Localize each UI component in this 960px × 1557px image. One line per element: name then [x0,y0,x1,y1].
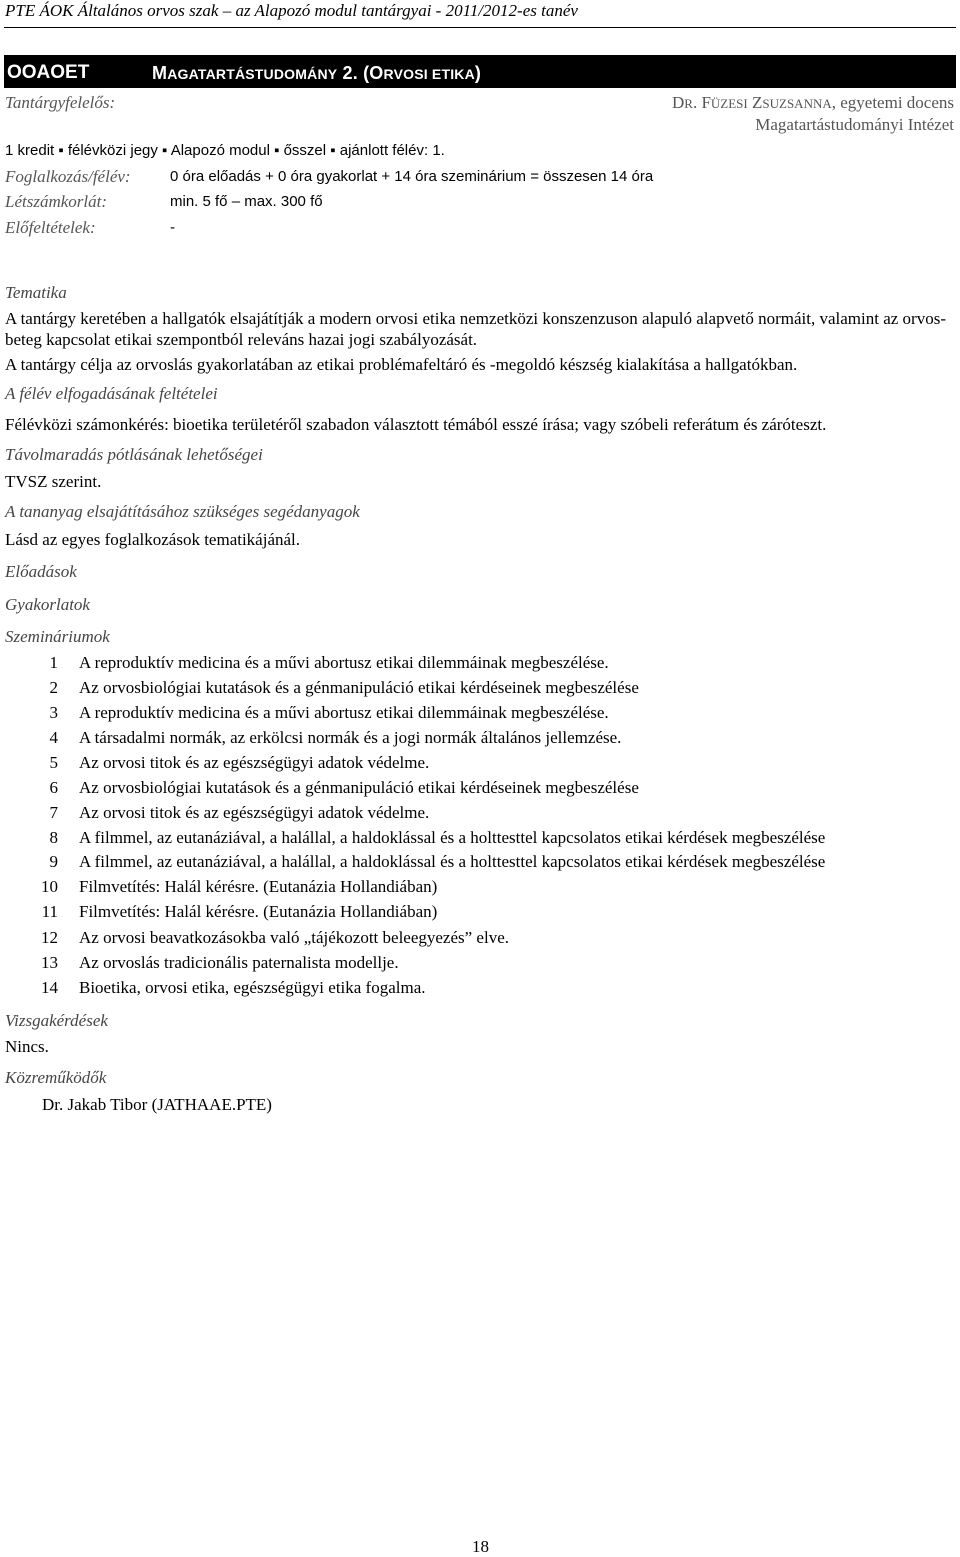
seminar-topic: Filmvetítés: Halál kérésre. (Eutanázia Hollandiában) [79,877,438,896]
responsible-name-part: . F [692,93,711,112]
seminar-number: 3 [49,703,58,722]
elofeltetel-label: Előfeltételek: [5,218,96,237]
vizsga-heading: Vizsgakérdések [5,1011,108,1030]
course-title-bar [4,55,956,88]
elofeltetel-value: - [170,219,175,236]
course-code: OOAOET [7,62,90,83]
seminar-topic: Az orvosbiológiai kutatások és a génmanipuláció etikai kérdéseinek megbeszélése [79,678,639,697]
seminar-topic: Az orvosi titok és az egészségügyi adatok védelme. [79,803,430,822]
gyakorlatok-heading: Gyakorlatok [5,595,90,614]
running-header: PTE ÁOK Általános orvos szak – az Alapozó modul tantárgyai - 2011/2012-es tanév [5,1,578,20]
seminar-number: 14 [41,978,58,997]
header-rule [4,27,956,28]
course-title-part: M [152,63,168,83]
segedanyag-heading: A tananyag elsajátításához szükséges segédanyagok [5,502,360,521]
seminar-number: 7 [49,803,58,822]
szeminariumok-heading: Szemináriumok [5,627,110,646]
seminar-number: 5 [49,753,58,772]
seminar-topic: Bioetika, orvosi etika, egészségügyi etika fogalma. [79,978,426,997]
credit-line: 1 kredit ▪ félévközi jegy ▪ Alapozó modul ▪ ősszel ▪ ajánlott félév: 1. [5,142,445,159]
page-number: 18 [472,1537,489,1556]
foglalkozas-label: Foglalkozás/félév: [5,167,131,186]
seminar-number: 8 [49,828,58,847]
seminar-number: 1 [49,653,58,672]
responsible-label: Tantárgyfelelős: [5,93,116,112]
seminar-number: 11 [41,902,58,921]
tematika-heading: Tematika [5,283,67,302]
seminar-number: 2 [49,678,58,697]
seminar-topic: A társadalmi normák, az erkölcsi normák és a jogi normák általános jellemzése. [79,728,622,747]
seminar-number: 6 [49,778,58,797]
course-title-part: ) [474,63,482,83]
course-title [152,63,481,84]
course-title-part: RVOSI ETIKA [383,66,475,82]
seminar-number: 10 [41,877,58,896]
felev-text: Félévközi számonkérés: bioetika területéről szabadon választott témából esszé írása; vagy szóbeli referátum és záróteszt. [5,415,827,434]
letszam-value: min. 5 fő – max. 300 fő [170,193,323,210]
seminar-topic: A reproduktív medicina és a művi abortusz etikai dilemmáinak megbeszélése. [79,703,609,722]
tematika-para1: A tantárgy keretében a hallgatók elsajátítják a modern orvosi etika nemzetközi konszenzuson alapuló alapvető normáit, valamint az orvos-beteg kapcsolat etikai szempontból releváns hazai jogi szabályozását. [5,309,946,349]
kozremukodok-text: Dr. Jakab Tibor (JATHAAE.PTE) [42,1095,272,1114]
responsible-name-part: Z [747,93,763,112]
tavolmaradas-text: TVSZ szerint. [5,472,102,491]
foglalkozas-value: 0 óra előadás + 0 óra gyakorlat + 14 óra szeminárium = összesen 14 óra [170,168,654,185]
eloadasok-heading: Előadások [5,562,77,581]
responsible-institute: Magatartástudományi Intézet [755,115,954,134]
responsible-name [672,93,954,113]
responsible-name-part: R [684,96,693,111]
seminar-number: 9 [49,852,58,871]
seminar-topic: Az orvosi titok és az egészségügyi adatok védelme. [79,753,430,772]
tematika-para2: A tantárgy célja az orvoslás gyakorlatában az etikai problémafeltáró és -megoldó készség kialakítása a hallgatókban. [5,355,798,374]
seminar-number: 4 [49,728,58,747]
seminar-topic: A filmmel, az eutanáziával, a halállal, a haldoklással és a holttesttel kapcsolatos etikai kérdések megbeszélése [79,828,826,847]
course-title-part: 2. (O [337,63,384,83]
seminar-topic: Az orvosi beavatkozásokba való „tájékozott beleegyezés” elve. [79,928,509,947]
seminar-number: 13 [41,953,58,972]
seminar-topic: Az orvoslás tradicionális paternalista modellje. [79,953,399,972]
course-title-part: AGATARTÁSTUDOMÁNY [167,66,338,82]
vizsga-text: Nincs. [5,1037,49,1056]
responsible-name-part: D [671,93,685,112]
tavolmaradas-heading: Távolmaradás pótlásának lehetőségei [5,445,263,464]
letszam-label: Létszámkorlát: [5,192,107,211]
felev-heading: A félév elfogadásának feltételei [5,384,218,403]
segedanyag-text: Lásd az egyes foglalkozások tematikájánál. [5,530,301,549]
seminar-topic: Az orvosbiológiai kutatások és a génmanipuláció etikai kérdéseinek megbeszélése [79,778,639,797]
seminar-topic: A reproduktív medicina és a művi abortusz etikai dilemmáinak megbeszélése. [79,653,609,672]
seminar-number: 12 [41,928,58,947]
seminar-topic: Filmvetítés: Halál kérésre. (Eutanázia Hollandiában) [79,902,438,921]
responsible-name-part: SUZSANNA [762,96,832,111]
responsible-name-part: ÜZESI [710,96,748,111]
kozremukodok-heading: Közreműködők [5,1068,107,1087]
seminar-topic: A filmmel, az eutanáziával, a halállal, a haldoklással és a holttesttel kapcsolatos etikai kérdések megbeszélése [79,852,826,871]
responsible-name-part: , egyetemi docens [831,93,954,112]
